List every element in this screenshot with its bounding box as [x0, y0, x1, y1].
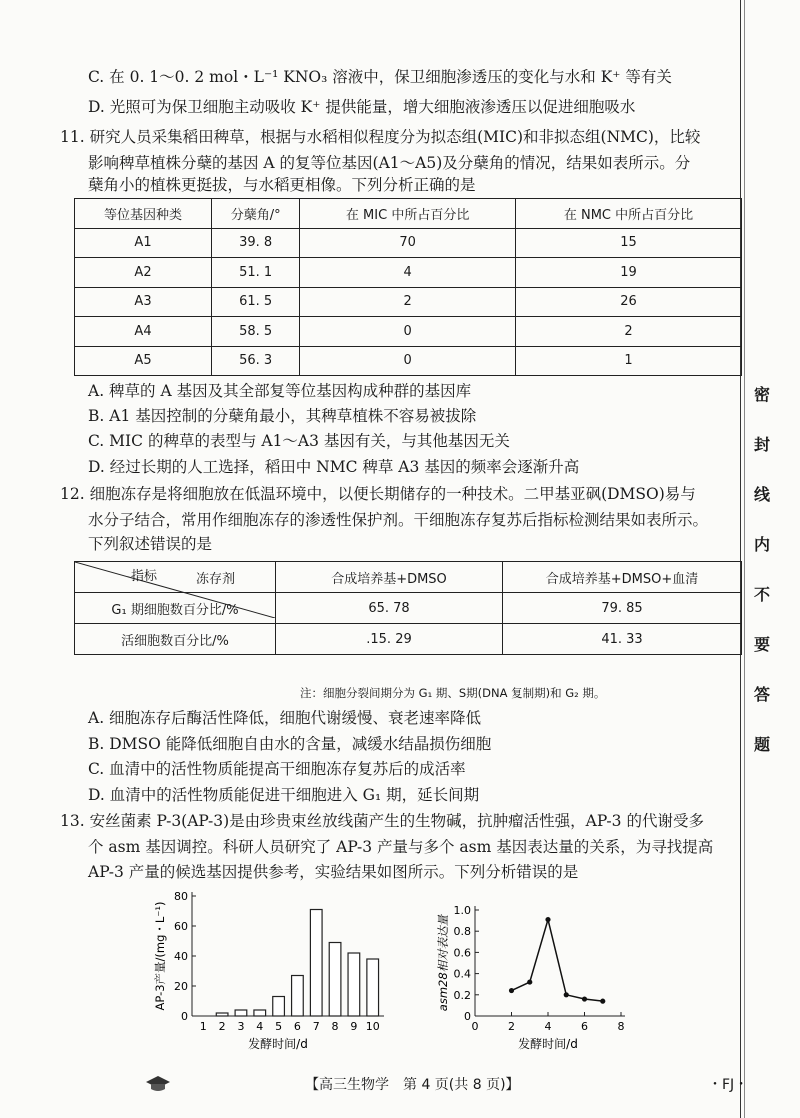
seal-char: 线 [754, 485, 771, 504]
data-point [527, 979, 532, 984]
x-axis-label: 发酵时间/d [248, 1037, 308, 1051]
x-tick-label: 6 [293, 1020, 301, 1033]
x-tick-label: 4 [256, 1020, 264, 1033]
table-cell: 2 [516, 317, 742, 347]
bar [329, 943, 341, 1017]
table-cell: 0 [300, 346, 516, 376]
table-header: 分蘖角/° [212, 199, 300, 229]
table-cell: A4 [75, 317, 212, 347]
x-tick-label: 4 [544, 1020, 552, 1033]
q11-stem-line2: 影响稗草植株分蘖的基因 A 的复等位基因(A1～A5)及分蘖角的情况，结果如表所示。分 [88, 154, 691, 172]
bar [310, 910, 322, 1017]
x-tick-label: 3 [237, 1020, 245, 1033]
table-cell: 19 [516, 258, 742, 288]
table-cell: 79. 85 [503, 593, 742, 624]
seal-line-inner [744, 0, 745, 1118]
seal-char: 要 [754, 635, 771, 654]
x-tick-label: 6 [581, 1020, 588, 1033]
footer-code: ・FJ・ [708, 1077, 749, 1093]
q11-table [74, 198, 742, 376]
x-tick-label: 0 [471, 1020, 479, 1033]
data-point [600, 999, 605, 1004]
series-line [512, 920, 603, 1002]
table-cell: A1 [75, 228, 212, 258]
q12-option-d: D. 血清中的活性物质能促进干细胞进入 G₁ 期，延长间期 [88, 786, 480, 804]
data-point [545, 917, 550, 922]
y-axis-label: AP-3产量/(mg・L⁻¹) [153, 901, 167, 1011]
table-cell: 61. 5 [212, 287, 300, 317]
data-point [582, 996, 587, 1001]
corner-bottom-label: 指标 [131, 569, 158, 584]
y-tick-label: 80 [174, 890, 188, 903]
asm28-line-chart [435, 898, 635, 1056]
y-tick-label: 40 [174, 950, 188, 963]
table-row [75, 287, 742, 317]
table-cell: 41. 33 [503, 624, 742, 655]
table-header: 等位基因种类 [75, 199, 212, 229]
table-cell: 26 [516, 287, 742, 317]
table-cell: 39. 8 [212, 228, 300, 258]
table-cell: A3 [75, 287, 212, 317]
x-tick-label: 8 [331, 1020, 339, 1033]
data-point [509, 988, 514, 993]
y-tick-label: 1.0 [453, 904, 471, 917]
y-tick-label: 0.2 [453, 988, 471, 1002]
table-corner-cell [75, 562, 276, 593]
seal-char: 答 [754, 685, 771, 704]
table-cell: 51. 1 [212, 258, 300, 288]
q12-option-a: A. 细胞冻存后酶活性降低，细胞代谢缓慢、衰老速率降低 [88, 709, 482, 727]
option-d-prev: D. 光照可为保卫细胞主动吸收 K⁺ 提供能量，增大细胞液渗透压以促进细胞吸水 [88, 98, 636, 116]
table-header-row [75, 199, 742, 229]
table-row [75, 624, 742, 655]
table-row [75, 228, 742, 258]
graduation-cap-icon [145, 1074, 171, 1092]
x-tick-label: 8 [617, 1020, 625, 1033]
bar [216, 1013, 228, 1016]
ap3-bar-chart [150, 884, 390, 1056]
bar [254, 1010, 266, 1016]
y-tick-label: 60 [174, 920, 188, 933]
q11-option-c: C. MIC 的稗草的表型与 A1～A3 基因有关，与其他基因无关 [88, 432, 510, 450]
x-tick-label: 10 [365, 1020, 380, 1033]
q12-stem-line2: 水分子结合，常用作细胞冻存的渗透性保护剂。干细胞冻存复苏后指标检测结果如表所示。 [88, 511, 709, 529]
seal-char: 题 [754, 735, 771, 754]
bar [348, 953, 360, 1016]
q13-stem-line2: 个 asm 基因调控。科研人员研究了 AP-3 产量与多个 asm 基因表达量的关系，为寻找提高 [88, 838, 714, 856]
table-cell: 1 [516, 346, 742, 376]
data-point [564, 992, 569, 997]
table-cell: A2 [75, 258, 212, 288]
q12-table [74, 561, 742, 655]
y-axis-label: asm28相对表达量 [436, 914, 450, 1012]
table-cell: 0 [300, 317, 516, 347]
bar [235, 1010, 247, 1016]
bar [292, 976, 304, 1017]
y-tick-label: 0.4 [453, 967, 471, 981]
table-row [75, 258, 742, 288]
y-tick-label: 0.8 [453, 925, 471, 939]
corner-top-label: 冻存剂 [195, 572, 235, 587]
y-tick-label: 20 [174, 980, 188, 993]
seal-line [740, 0, 741, 1118]
q12-option-c: C. 血清中的活性物质能提高干细胞冻存复苏后的成活率 [88, 760, 466, 778]
table-header: 合成培养基+DMSO+血清 [503, 562, 742, 593]
q12-option-b: B. DMSO 能降低细胞自由水的含量，减缓水结晶损伤细胞 [88, 735, 492, 753]
seal-char: 内 [754, 535, 771, 554]
x-tick-label: 1 [199, 1020, 207, 1033]
table-row [75, 317, 742, 347]
x-tick-label: 5 [275, 1020, 283, 1033]
x-tick-label: 2 [218, 1020, 226, 1033]
table-cell: 70 [300, 228, 516, 258]
table-header-row [75, 562, 742, 593]
x-axis-label: 发酵时间/d [518, 1037, 578, 1051]
table-cell: 65. 78 [276, 593, 503, 624]
table-cell: 活细胞数百分比/% [75, 624, 276, 655]
seal-char: 密 [754, 385, 771, 404]
table-row [75, 346, 742, 376]
table-header: 合成培养基+DMSO [276, 562, 503, 593]
table-cell: 2 [300, 287, 516, 317]
y-tick-label: 0 [181, 1010, 188, 1023]
table-cell: 15 [516, 228, 742, 258]
q11-option-d: D. 经过长期的人工选择，稻田中 NMC 稗草 A3 基因的频率会逐渐升高 [88, 458, 580, 476]
q12-table-note: 注：细胞分裂间期分为 G₁ 期、S期(DNA 复制期)和 G₂ 期。 [300, 686, 606, 700]
table-cell: G₁ 期细胞数百分比/% [75, 593, 276, 624]
q11-stem-line1: 11. 研究人员采集稻田稗草，根据与水稻相似程度分为拟态组(MIC)和非拟态组(NMC)，比较 [60, 128, 701, 146]
seal-char: 封 [754, 435, 771, 454]
table-cell: 4 [300, 258, 516, 288]
bar [367, 959, 379, 1016]
seal-char: 不 [754, 585, 771, 604]
x-tick-label: 2 [508, 1020, 515, 1033]
q13-stem-line1: 13. 安丝菌素 P-3(AP-3)是由珍贵束丝放线菌产生的生物碱，抗肿瘤活性强，AP-3 的代谢受多 [60, 812, 704, 830]
q11-option-a: A. 稗草的 A 基因及其全部复等位基因构成种群的基因库 [88, 382, 472, 400]
x-tick-label: 9 [350, 1020, 358, 1033]
q12-stem-line1: 12. 细胞冻存是将细胞放在低温环境中，以便长期储存的一种技术。二甲基亚砜(DMSO)易与 [60, 485, 696, 503]
corner-diagonal [75, 562, 275, 618]
table-cell: .15. 29 [276, 624, 503, 655]
q12-stem-line3: 下列叙述错误的是 [88, 535, 213, 553]
table-cell: 56. 3 [212, 346, 300, 376]
table-cell: 58. 5 [212, 317, 300, 347]
y-tick-label: 0 [464, 1010, 471, 1023]
q13-stem-line3: AP-3 产量的候选基因提供参考，实验结果如图所示。下列分析错误的是 [88, 863, 579, 881]
bar [273, 997, 285, 1017]
table-cell: A5 [75, 346, 212, 376]
table-header: 在 MIC 中所占百分比 [300, 199, 516, 229]
q11-stem-line3: 蘖角小的植株更挺拔，与水稻更相像。下列分析正确的是 [88, 176, 476, 194]
q11-option-b: B. A1 基因控制的分蘖角最小，其稗草植株不容易被拔除 [88, 407, 477, 425]
footer-page-info: 【高三生物学 第 4 页(共 8 页)】 [305, 1077, 520, 1093]
table-header: 在 NMC 中所占百分比 [516, 199, 742, 229]
option-c-prev: C. 在 0. 1～0. 2 mol・L⁻¹ KNO₃ 溶液中，保卫细胞渗透压的变化与水和 K⁺ 等有关 [88, 68, 672, 86]
x-tick-label: 7 [312, 1020, 320, 1033]
y-tick-label: 0.6 [453, 946, 471, 960]
